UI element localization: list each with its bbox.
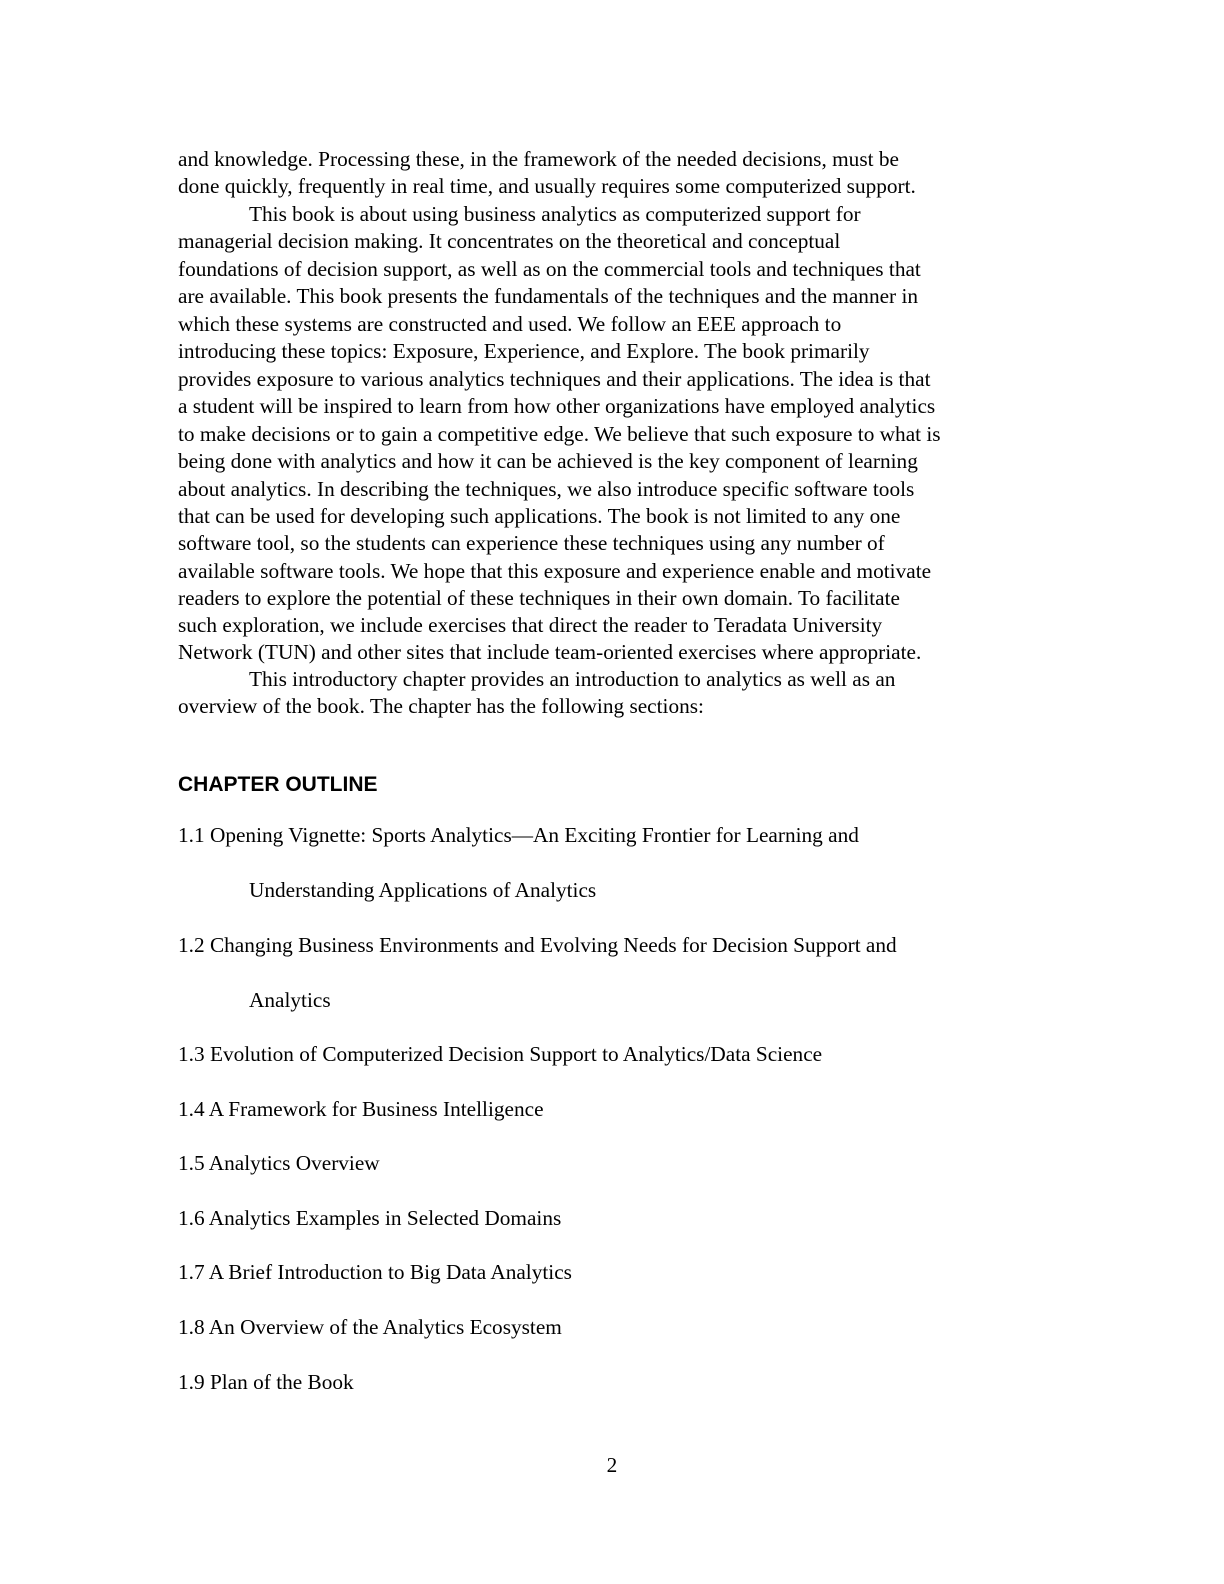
body-text-line: introducing these topics: Exposure, Experience, and Explore. The book primarily [178, 339, 870, 363]
body-text-line: readers to explore the potential of these techniques in their own domain. To facilitate [178, 586, 900, 610]
body-text-line: managerial decision making. It concentrates on the theoretical and conceptual [178, 229, 841, 253]
body-text-line: a student will be inspired to learn from how other organizations have employed analytics [178, 394, 936, 418]
body-text-line: foundations of decision support, as well as on the commercial tools and techniques that [178, 257, 921, 281]
body-text-line: to make decisions or to gain a competitive edge. We believe that such exposure to what is [178, 422, 941, 446]
body-text-line: This introductory chapter provides an introduction to analytics as well as an [249, 667, 896, 691]
page-number: 2 [606, 1453, 618, 1477]
outline-item: 1.8 An Overview of the Analytics Ecosystem [178, 1315, 562, 1339]
outline-item: 1.1 Opening Vignette: Sports Analytics—An Exciting Frontier for Learning and [178, 823, 859, 847]
body-text-line: available software tools. We hope that this exposure and experience enable and motivate [178, 559, 932, 583]
chapter-outline-heading: CHAPTER OUTLINE [178, 773, 378, 796]
body-text-line: This book is about using business analytics as computerized support for [249, 202, 861, 226]
outline-item: 1.4 A Framework for Business Intelligence [178, 1097, 544, 1121]
body-text-line: done quickly, frequently in real time, and usually requires some computerized support. [178, 174, 916, 198]
body-text-line: Network (TUN) and other sites that include team-oriented exercises where appropriate. [178, 640, 922, 664]
outline-item: 1.5 Analytics Overview [178, 1151, 380, 1175]
body-text-line: are available. This book presents the fundamentals of the techniques and the manner in [178, 284, 919, 308]
outline-item-continuation: Analytics [249, 988, 331, 1012]
body-text-line: and knowledge. Processing these, in the framework of the needed decisions, must be [178, 147, 899, 171]
outline-item: 1.9 Plan of the Book [178, 1370, 354, 1394]
body-text-line: which these systems are constructed and used. We follow an EEE approach to [178, 312, 842, 336]
body-text-line: such exploration, we include exercises that direct the reader to Teradata University [178, 613, 883, 637]
body-text-line: provides exposure to various analytics techniques and their applications. The idea is that [178, 367, 931, 391]
body-text-line: being done with analytics and how it can be achieved is the key component of learning [178, 449, 918, 473]
outline-item-continuation: Understanding Applications of Analytics [249, 878, 597, 902]
outline-item: 1.3 Evolution of Computerized Decision Support to Analytics/Data Science [178, 1042, 823, 1066]
body-text-line: about analytics. In describing the techniques, we also introduce specific software tools [178, 477, 915, 501]
body-text-line: that can be used for developing such applications. The book is not limited to any one [178, 504, 901, 528]
body-text-line: software tool, so the students can experience these techniques using any number of [178, 531, 885, 555]
outline-item: 1.6 Analytics Examples in Selected Domains [178, 1206, 562, 1230]
outline-item: 1.7 A Brief Introduction to Big Data Analytics [178, 1260, 572, 1284]
body-text-line: overview of the book. The chapter has the following sections: [178, 694, 704, 718]
outline-item: 1.2 Changing Business Environments and Evolving Needs for Decision Support and [178, 933, 897, 957]
